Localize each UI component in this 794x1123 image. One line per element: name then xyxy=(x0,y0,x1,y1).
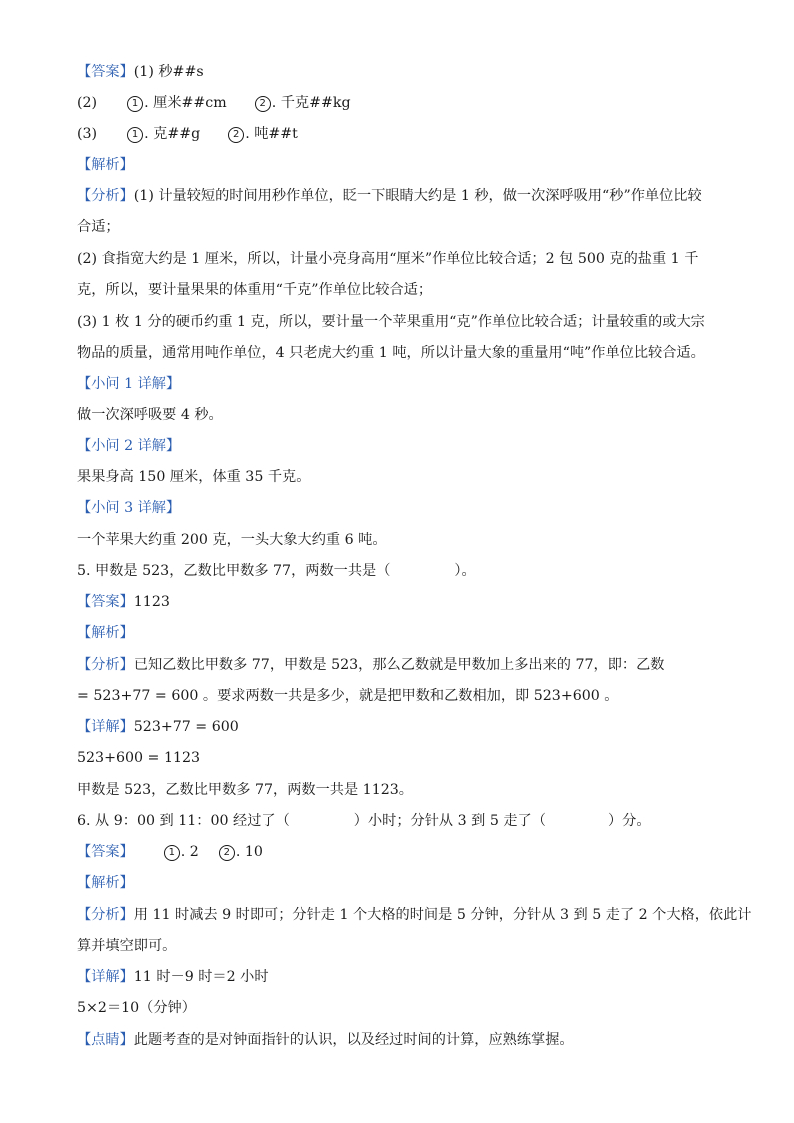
circled-number-icon: 2 xyxy=(228,127,244,143)
q6-xiangjie-2: 5×2＝10（分钟） xyxy=(77,1000,196,1016)
q6-answer-1: . 2 xyxy=(180,844,199,860)
q6-fenxi-a xyxy=(77,905,752,925)
circled-number-icon: 2 xyxy=(219,845,235,861)
fenxi-tag: 【分析】 xyxy=(77,188,134,204)
q5-answer-line xyxy=(77,592,714,612)
q4-answer-2a: . 厘米##cm xyxy=(144,95,227,111)
q4-answer-2b: . 千克##kg xyxy=(271,95,351,111)
q4-answer-2-line xyxy=(77,93,714,113)
q6-dianjing-text: 此题考查的是对钟面指针的认识，以及经过时间的计算，应熟练掌握。 xyxy=(133,1032,574,1048)
q4-fenxi-1b: 合适； xyxy=(77,219,120,235)
answer-tag: 【答案】 xyxy=(77,594,134,610)
q5-fenxi-a-text: 已知乙数比甲数多 77，甲数是 523，那么乙数就是甲数加上多出来的 77，即：乙数 xyxy=(133,657,665,673)
q5-jiexi-heading xyxy=(77,623,714,643)
q5-question xyxy=(77,561,714,581)
q5-fenxi-b: = 523+77 = 600 。要求两数一共是多少，就是把甲数和乙数相加，即 523+600 。 xyxy=(77,688,619,704)
q5-xiangjie-1-text: 523+77 = 600 xyxy=(133,719,239,735)
answer-tag: 【答案】 xyxy=(77,64,134,80)
q4-sub1-text: 做一次深呼吸要 4 秒。 xyxy=(77,407,223,423)
jiexi-tag: 【解析】 xyxy=(77,875,134,891)
q4-sub3-text: 一个苹果大约重 200 克，一头大象大约重 6 吨。 xyxy=(77,532,387,548)
q6-question xyxy=(77,811,714,831)
q6-question-text: 6. 从 9：00 到 11：00 经过了（ xyxy=(77,813,290,829)
q5-question-text: 5. 甲数是 523，乙数比甲数多 77，两数一共是（ xyxy=(77,563,391,579)
sub3-tag: 【小问 3 详解】 xyxy=(77,500,181,516)
q4-sub1-heading xyxy=(77,374,714,394)
q5-conclusion: 甲数是 523，乙数比甲数多 77，两数一共是 1123。 xyxy=(77,782,413,798)
q4-sub3-heading xyxy=(77,498,714,518)
q6-xiangjie-1-text: 11 时－9 时＝2 小时 xyxy=(133,969,269,985)
q6-question-end: ）分。 xyxy=(607,813,651,829)
dianjing-tag: 【点睛】 xyxy=(77,1032,134,1048)
q4-jiexi-heading xyxy=(77,155,714,175)
q4-answer-3-number: (3) xyxy=(77,126,98,142)
q6-answer-line xyxy=(77,842,714,862)
q6-question-mid: ）小时；分针从 3 到 5 走了（ xyxy=(353,813,546,829)
q5-question-end: ）。 xyxy=(454,563,476,579)
xiangjie-tag: 【详解】 xyxy=(77,969,134,985)
jiexi-tag: 【解析】 xyxy=(77,625,134,641)
q6-answer-2: . 10 xyxy=(235,844,263,860)
jiexi-tag: 【解析】 xyxy=(77,157,134,173)
q4-fenxi-2b: 克，所以，要计量果果的体重用“千克”作单位比较合适； xyxy=(77,282,433,298)
q5-xiangjie-2: 523+600 = 1123 xyxy=(77,750,201,766)
circled-number-icon: 1 xyxy=(127,127,143,143)
q4-answer-3a: . 克##g xyxy=(144,126,201,142)
q6-fenxi-b: 算并填空即可。 xyxy=(77,938,177,954)
fenxi-tag: 【分析】 xyxy=(77,907,134,923)
q4-fenxi-1a-text: (1) 计量较短的时间用秒作单位，眨一下眼睛大约是 1 秒，做一次深呼吸用“秒”作单位比较 xyxy=(133,188,702,204)
circled-number-icon: 1 xyxy=(164,845,180,861)
q6-fenxi-a-text: 用 11 时减去 9 时即可；分针走 1 个大格的时间是 5 分钟，分针从 3 到 5 走了 2 个大格，依此计 xyxy=(133,907,752,923)
fenxi-tag: 【分析】 xyxy=(77,657,134,673)
answer-tag: 【答案】 xyxy=(77,844,134,860)
q6-dianjing xyxy=(77,1030,714,1050)
q4-sub2-heading xyxy=(77,436,714,456)
circled-number-icon: 2 xyxy=(255,96,271,112)
q4-fenxi-2a: (2) 食指宽大约是 1 厘米，所以，计量小亮身高用“厘米”作单位比较合适；2 包 500 克的盐重 1 千 xyxy=(77,251,699,267)
q6-xiangjie-1 xyxy=(77,967,714,987)
q4-sub2-text: 果果身高 150 厘米，体重 35 千克。 xyxy=(77,469,311,485)
q4-answer-1: (1) 秒##s xyxy=(133,64,204,80)
q4-answer-2-number: (2) xyxy=(77,95,98,111)
q5-answer: 1123 xyxy=(133,594,170,610)
q6-jiexi-heading xyxy=(77,873,714,893)
q4-fenxi-3b: 物品的质量，通常用吨作单位，4 只老虎大约重 1 吨，所以计量大象的重量用“吨”作单位比较合适。 xyxy=(77,345,705,361)
q4-answer-line xyxy=(77,62,714,82)
q4-fenxi-3a: (3) 1 枚 1 分的硬币约重 1 克，所以，要计量一个苹果重用“克”作单位比较合适；计量较重的或大宗 xyxy=(77,314,705,330)
q5-fenxi-a xyxy=(77,655,714,675)
sub1-tag: 【小问 1 详解】 xyxy=(77,376,181,392)
q4-answer-3b: . 吨##t xyxy=(245,126,298,142)
sub2-tag: 【小问 2 详解】 xyxy=(77,438,181,454)
q5-xiangjie-1 xyxy=(77,717,714,737)
q4-answer-3-line xyxy=(77,124,714,144)
xiangjie-tag: 【详解】 xyxy=(77,719,134,735)
q4-fenxi-1a xyxy=(77,186,714,206)
circled-number-icon: 1 xyxy=(127,96,143,112)
